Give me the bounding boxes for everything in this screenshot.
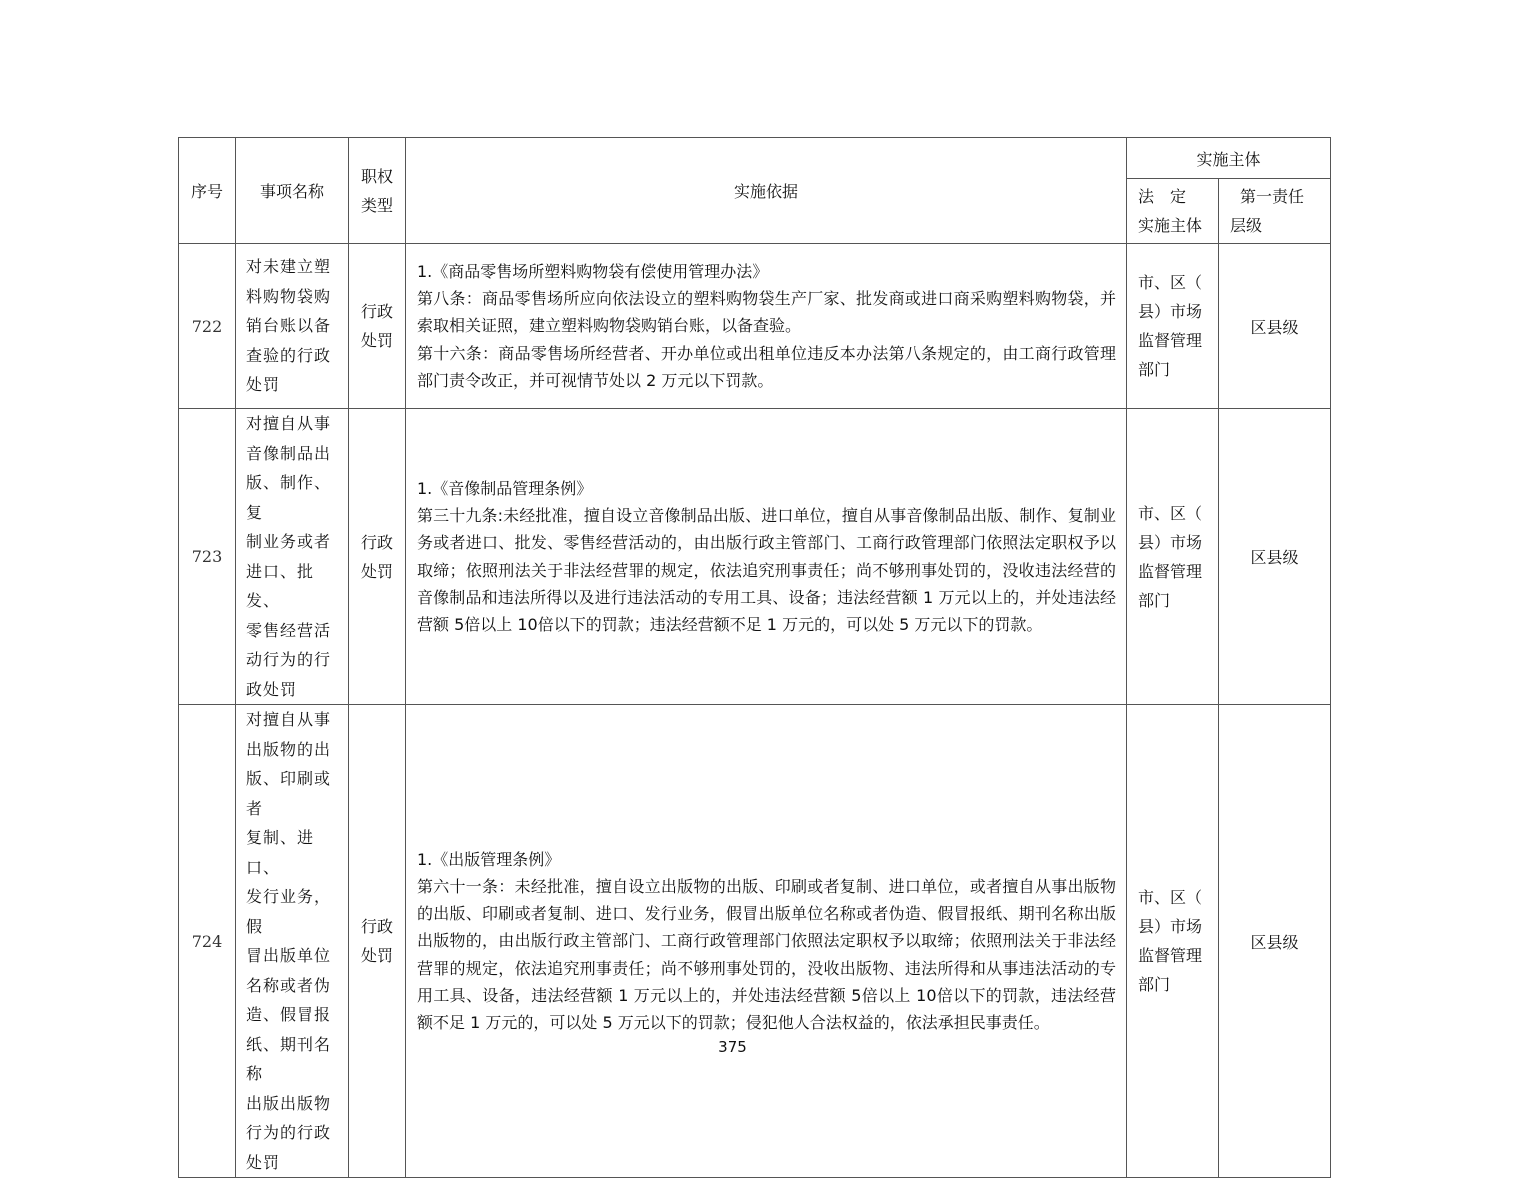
header-type-line2: 类型	[360, 195, 393, 215]
header-name: 事项名称	[236, 138, 349, 244]
cell-line: 第十六条：商品零售场所经营者、开办单位或出租单位违反本办法第八条规定的，由工商行政管理部门责令改正，并可视情节处以 2 万元以下罚款。	[417, 343, 1116, 390]
cell-line: 监督管理	[1138, 331, 1203, 350]
cell-line: 动行为的行	[246, 650, 332, 669]
cell-line: 音像制品出	[246, 443, 332, 463]
header-level-line2: 层级	[1230, 216, 1263, 235]
enforcement-items-table	[178, 137, 1331, 1178]
cell-line: 1.《商品零售场所塑料购物袋有偿使用管理办法》	[417, 261, 769, 281]
header-legal-line1: 法 定	[1138, 187, 1187, 206]
cell-line: 处罚	[246, 375, 281, 395]
cell-line: 市、区（	[1138, 888, 1203, 907]
page-number: 375	[718, 1038, 747, 1056]
cell-line: 第三十九条:未经批准，擅自设立音像制品出版、进口单位，擅自从事音像制品出版、制作、复制业务或者进口、批发、零售经营活动的，由出版行政主管部门、工商行政管理部门依照法定职权予以取缔；依照刑法关于非法经营罪的规定，依法追究刑事责任；尚不够刑事处罚的，没收违法经营的音像制品和违法所得以及进行违法活动的专用工具、设备；违法经营额 1 万元以上的，并处违法经营额 5倍以上 10倍以下的罚款；违法经营额不足 1 万元的，可以处 5 万元以下的罚款。	[417, 506, 1116, 634]
cell-line: 复制、进口、	[246, 828, 315, 877]
cell-line: 造、假冒报	[246, 1005, 332, 1024]
cell-line: 1.《出版管理条例》	[417, 849, 561, 869]
cell-line: 出版物的出	[246, 739, 332, 759]
cell-line: 发行业务，假	[246, 887, 332, 936]
cell-line: 处罚	[360, 946, 393, 965]
row-responsibility-level: 区县级	[1219, 705, 1331, 1178]
cell-line: 处罚	[360, 331, 393, 350]
row-seq: 724	[179, 705, 236, 1178]
cell-line: 对擅自从事	[246, 710, 332, 729]
cell-line: 行政	[360, 917, 393, 936]
row-responsibility-level: 区县级	[1219, 409, 1331, 705]
row-item-name	[236, 409, 349, 705]
cell-line: 行政	[360, 302, 393, 321]
cell-line: 名称或者伪	[246, 975, 332, 995]
header-responsibility-level	[1219, 179, 1331, 244]
cell-line: 市、区（	[1138, 503, 1203, 523]
cell-line: 政处罚	[246, 679, 298, 699]
cell-line: 纸、期刊名称	[246, 1034, 332, 1083]
cell-line: 查验的行政	[246, 345, 332, 365]
cell-line: 版、印刷或者	[246, 769, 332, 818]
header-type-line1: 职权	[360, 166, 393, 186]
cell-line: 制业务或者	[246, 532, 332, 551]
cell-line: 部门	[1138, 590, 1171, 610]
header-basis: 实施依据	[406, 138, 1127, 244]
row-item-name	[236, 705, 349, 1178]
cell-line: 处罚	[246, 1152, 281, 1172]
row-power-type	[349, 244, 406, 409]
cell-line: 对擅自从事	[246, 414, 332, 433]
cell-line: 处罚	[360, 561, 393, 581]
cell-line: 市、区（	[1138, 273, 1203, 292]
cell-line: 版、制作、复	[246, 473, 332, 522]
header-legal-subject	[1127, 179, 1219, 244]
cell-line: 监督管理	[1138, 946, 1203, 965]
header-seq: 序号	[179, 138, 236, 244]
header-subject-group: 实施主体	[1127, 138, 1331, 179]
cell-line: 行政	[360, 532, 393, 552]
cell-line: 县）市场	[1138, 917, 1203, 936]
cell-line: 1.《音像制品管理条例》	[417, 478, 593, 498]
row-seq: 723	[179, 409, 236, 705]
cell-line: 县）市场	[1138, 532, 1203, 552]
cell-line: 出版出版物	[246, 1093, 332, 1113]
cell-line: 县）市场	[1138, 302, 1203, 321]
row-legal-subject	[1127, 705, 1219, 1178]
cell-line: 行为的行政	[246, 1123, 332, 1142]
row-responsibility-level: 区县级	[1219, 244, 1331, 409]
table-row	[179, 705, 1331, 1178]
header-level-line1: 第一责任	[1240, 187, 1305, 206]
cell-line: 第六十一条：未经批准，擅自设立出版物的出版、印刷或者复制、进口单位，或者擅自从事出版物的出版、印刷或者复制、进口、发行业务，假冒出版单位名称或者伪造、假冒报纸、期刊名称出版出版物的，由出版行政主管部门、工商行政管理部门依照法定职权予以取缔；依照刑法关于非法经营罪的规定，依法追究刑事责任；尚不够刑事处罚的，没收出版物、违法所得和从事违法活动的专用工具、设备，违法经营额 1 万元以上的，并处违法经营额 5倍以上 10倍以下的罚款，违法经营额不足 1 万元的，可以处 5 万元以下的罚款；侵犯他人合法权益的，依法承担民事责任。	[417, 876, 1116, 1032]
header-type	[349, 138, 406, 244]
cell-line: 进口、批发、	[246, 561, 315, 610]
header-legal-line2: 实施主体	[1138, 216, 1203, 235]
cell-line: 销台账以备	[246, 316, 332, 336]
row-power-type	[349, 409, 406, 705]
row-item-name	[236, 244, 349, 409]
cell-line: 部门	[1138, 975, 1171, 994]
row-legal-basis	[406, 705, 1127, 1178]
cell-line: 冒出版单位	[246, 946, 332, 965]
cell-line: 部门	[1138, 360, 1171, 379]
cell-line: 对未建立塑	[246, 257, 332, 277]
row-legal-basis	[406, 409, 1127, 705]
cell-line: 零售经营活	[246, 620, 332, 640]
row-legal-basis	[406, 244, 1127, 409]
cell-line: 料购物袋购	[246, 286, 332, 306]
row-legal-subject	[1127, 409, 1219, 705]
cell-line: 第八条：商品零售场所应向依法设立的塑料购物袋生产厂家、批发商或进口商采购塑料购物袋，并索取相关证照，建立塑料购物袋购销台账，以备查验。	[417, 289, 1116, 336]
cell-line: 监督管理	[1138, 561, 1203, 581]
table-row	[179, 244, 1331, 409]
row-power-type	[349, 705, 406, 1178]
table-row	[179, 409, 1331, 705]
row-legal-subject	[1127, 244, 1219, 409]
row-seq: 722	[179, 244, 236, 409]
